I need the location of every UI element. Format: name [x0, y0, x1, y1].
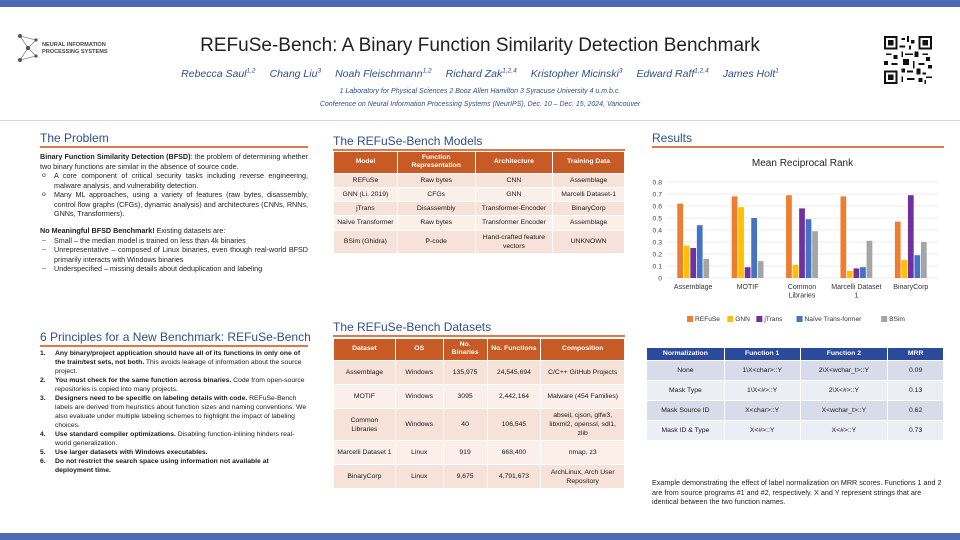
- models-table-row: [334, 216, 625, 230]
- mrr-table-cell: 1\X<char>::Y: [724, 361, 800, 381]
- chart-bar: [860, 267, 866, 278]
- author-name: Edward Raff: [636, 67, 695, 80]
- datasets-table-cell: 24,545,694: [487, 360, 541, 384]
- principles-heading-underline: [40, 345, 308, 347]
- datasets-table-column-header: No. Functions: [487, 339, 541, 361]
- datasets-table-row: [334, 384, 625, 408]
- dataset-issue-list: [40, 236, 308, 274]
- chart-bar: [901, 260, 907, 278]
- datasets-table-cell: Windows: [395, 360, 443, 384]
- chart-bar: [793, 265, 799, 278]
- author: [181, 68, 255, 80]
- datasets-table-row: [334, 360, 625, 384]
- author: [636, 68, 708, 80]
- datasets-table-cell: 668,400: [487, 441, 541, 465]
- datasets-heading: The REFuSe-Bench Datasets: [333, 320, 492, 334]
- mrr-table-column-header: Function 1: [724, 348, 800, 361]
- x-category-label: [737, 284, 759, 291]
- author-affiliation-marks: 1,2,4: [502, 67, 517, 74]
- x-category-label: [674, 284, 713, 291]
- author-list: [0, 67, 960, 80]
- models-table-cell: Marcelli Dataset-1: [553, 188, 625, 202]
- mrr-table-cell: 0.09: [888, 361, 944, 381]
- mrr-table-cell: 0.62: [888, 401, 944, 421]
- svg-text:NEURAL INFORMATION: NEURAL INFORMATION: [42, 42, 106, 48]
- principle-number: 2.: [40, 376, 46, 384]
- chart-bar: [758, 261, 764, 278]
- problem-bullet: o A core component of critical security tasks including reverse engineering, malware analysis, and vulnerability detection.: [40, 171, 308, 190]
- mrr-table-cell: X<#>::Y: [724, 421, 800, 441]
- legend-swatch: [687, 316, 693, 322]
- datasets-table-column-header: No. Binaries: [443, 339, 487, 361]
- author: [335, 68, 432, 80]
- chart-bar: [684, 246, 690, 278]
- chart-bar: [799, 208, 805, 278]
- author-affiliation-marks: 1,2: [422, 67, 432, 74]
- bfsd-definition: : the problem of determining whether two binary functions are similar in the absence of source code.: [40, 152, 309, 171]
- models-table-cell: CFGs: [397, 188, 475, 202]
- datasets-table-cell: 3095: [443, 384, 487, 408]
- datasets-table-column-header: OS: [395, 339, 443, 361]
- legend-label: GNN: [735, 316, 750, 323]
- results-heading: Results: [652, 131, 693, 145]
- datasets-table-cell: 40: [443, 408, 487, 441]
- principle-detail: Disabling function-inlining hinders real-world generalization.: [55, 430, 295, 447]
- models-table: [333, 151, 625, 254]
- author: [723, 68, 779, 80]
- mrr-table-cell: 0.13: [888, 381, 944, 401]
- x-category-label-line: Common: [787, 284, 817, 291]
- models-table-column-header: Training Data: [553, 152, 625, 174]
- mrr-table-cell: Mask Source ID: [647, 401, 725, 421]
- models-table-row: [334, 188, 625, 202]
- mrr-table-cell: 2\X<#>::Y: [800, 381, 888, 401]
- legend-label: Naïve Trans-former: [804, 316, 862, 323]
- models-table-cell: BSim (Ghidra): [334, 230, 398, 253]
- models-table-cell: Hand-crafted feature vectors: [475, 230, 553, 253]
- principle-text: [55, 431, 308, 449]
- principle-item: [40, 350, 308, 376]
- mrr-table-column-header: MRR: [888, 348, 944, 361]
- mrr-table-cell: X<#>::Y: [800, 421, 888, 441]
- mrr-table-cell: Mask Type: [647, 381, 725, 401]
- author-name: Kristopher Micinski: [530, 67, 619, 80]
- chart-bar: [854, 268, 860, 278]
- mrr-table-cell: None: [647, 361, 725, 381]
- models-table-cell: Raw bytes: [397, 216, 475, 230]
- chart-bar: [703, 259, 709, 278]
- datasets-table-cell: 919: [443, 441, 487, 465]
- models-table-column-header: Model: [334, 152, 398, 174]
- datasets-table-column-header: Composition: [541, 339, 625, 361]
- x-category-label: [831, 284, 881, 300]
- datasets-table-cell: 4,791,673: [487, 465, 541, 489]
- datasets-table-cell: 106,545: [487, 408, 541, 441]
- principle-text: [55, 377, 308, 395]
- principles-list: [40, 350, 308, 477]
- author-name: James Holt: [722, 67, 776, 80]
- models-table-row: [334, 173, 625, 187]
- author: [446, 68, 517, 80]
- principle-text: [55, 350, 308, 376]
- principle-detail: This avoids leakage of information about the source project.: [55, 358, 302, 375]
- mrr-table-cell: 2\X<wchar_t>::Y: [800, 361, 888, 381]
- principle-bold: Any binary/project application should have all of its functions in only one of the train/test sets, not both.: [55, 350, 301, 366]
- chart-bar: [745, 267, 751, 278]
- problem-body: [40, 152, 308, 274]
- x-category-label-line: 1: [854, 292, 859, 300]
- chart-bar: [697, 225, 703, 278]
- author-affiliation-marks: 1,2: [246, 67, 256, 74]
- principle-item: [40, 395, 308, 430]
- mrr-bar-chart: [640, 146, 945, 336]
- principle-bold: Use larger datasets with Windows executables.: [55, 449, 208, 457]
- benchmark-claim: No Meaningful BFSD Benchmark!: [40, 226, 155, 236]
- x-category-label-line: Marcelli Dataset: [831, 284, 882, 291]
- problem-bullet: o Many ML approaches, using a variety of features (raw bytes, disassembly, control flow graphs (CFGs), dynamic analysis) and architectures (CNNs, RNNs, GNNs, Transformers).: [40, 190, 308, 219]
- datasets-table-cell: 2,442,164: [487, 384, 541, 408]
- models-table-cell: Raw bytes: [397, 173, 475, 187]
- legend-swatch: [881, 316, 887, 322]
- models-table-cell: P-code: [397, 230, 475, 253]
- principle-item: [40, 458, 308, 476]
- chart-bar: [751, 218, 757, 278]
- author: [531, 68, 623, 80]
- y-tick-label: 0.5: [652, 215, 662, 223]
- dataset-issue-bullet: – Underspecified – missing details about deduplication and labeling: [40, 264, 308, 274]
- affiliations: 1 Laboratory for Physical Sciences 2 Booz Allen Hamilton 3 Syracuse University 4 u.m.b.c.: [339, 88, 621, 95]
- models-table-cell: jTrans: [334, 202, 398, 216]
- principle-number: 3.: [40, 395, 46, 403]
- models-table-cell: GNN (Li. 2019): [334, 188, 398, 202]
- principle-bold: Use standard compiler optimizations.: [55, 430, 176, 438]
- principle-number: 6.: [40, 458, 46, 466]
- y-tick-label: 0.2: [652, 251, 662, 259]
- principle-bold: Do not restrict the search space using information not available at deployment time.: [55, 458, 269, 475]
- bottom-accent-band: [0, 533, 960, 540]
- datasets-table-cell: 135,975: [443, 360, 487, 384]
- chart-bar: [677, 204, 683, 278]
- chart-bar: [786, 195, 792, 278]
- author-name: Chang Liu: [269, 67, 318, 80]
- models-table-cell: Transformer Encoder: [475, 216, 553, 230]
- models-table-cell: Assemblage: [553, 216, 625, 230]
- svg-text:PROCESSING SYSTEMS: PROCESSING SYSTEMS: [42, 49, 108, 55]
- x-category-label-line: MOTIF: [736, 284, 759, 291]
- author-name: Richard Zak: [445, 67, 503, 80]
- datasets-heading-underline: [333, 335, 625, 337]
- principle-number: 5.: [40, 449, 46, 457]
- chart-bar: [921, 242, 927, 278]
- mrr-table-cell: 1\X<#>::Y: [724, 381, 800, 401]
- chart-bar: [690, 248, 696, 278]
- mrr-table-column-header: Function 2: [800, 348, 888, 361]
- top-accent-band: [0, 0, 960, 7]
- legend-swatch: [727, 316, 733, 322]
- datasets-table-cell: Linux: [395, 465, 443, 489]
- mrr-table-caption: Example demonstrating the effect of label normalization on MRR scores. Functions 1 and 2 are from source programs #1 and #2, respectively. X and Y represent strings that are identical between the two function names.: [652, 478, 942, 507]
- chart-bar: [738, 207, 744, 278]
- x-category-label-line: Assemblage: [673, 284, 713, 291]
- author-affiliation-marks: 3: [317, 67, 322, 74]
- venue-line: Conference on Neural Information Processing Systems (NeurIPS), Dec. 10 – Dec. 15, 2024, Vancouver: [319, 101, 641, 108]
- datasets-table-cell: Linux: [395, 441, 443, 465]
- principle-detail: REFuSe-Bench labels are derived from heuristics about function sizes and naming conventions. We also evaluate under multiple labeling schemes to highlight the impact of labeling choices.: [55, 395, 307, 429]
- x-category-label-line: BinaryCorp: [893, 284, 929, 291]
- datasets-table-cell: nmap, z3: [541, 441, 625, 465]
- y-tick-label: 0.1: [652, 263, 662, 271]
- datasets-table: [333, 338, 625, 489]
- mrr-table-cell: 0.73: [888, 421, 944, 441]
- datasets-table-row: [334, 408, 625, 441]
- y-tick-label: 0.4: [652, 227, 662, 235]
- author-affiliation-marks: 1: [775, 67, 779, 74]
- datasets-table-cell: Marcelli Dataset 1: [334, 441, 396, 465]
- models-heading: The REFuSe-Bench Models: [333, 134, 483, 148]
- author: [270, 68, 322, 80]
- y-tick-label: 0.8: [652, 179, 662, 187]
- y-tick-label: 0: [658, 275, 662, 283]
- datasets-table-row: [334, 465, 625, 489]
- principle-detail: Code from open-source repositories is copied into many projects.: [55, 376, 305, 393]
- models-table-cell: Disassembly: [397, 202, 475, 216]
- normalization-mrr-table: [646, 347, 944, 441]
- legend-label: jTrans: [764, 316, 783, 323]
- datasets-table-cell: Common Libraries: [334, 408, 396, 441]
- datasets-table-cell: C/C++ GitHub Projects: [541, 360, 625, 384]
- legend-label: BSim: [889, 316, 905, 323]
- datasets-table-row: [334, 441, 625, 465]
- models-table-cell: REFuSe: [334, 173, 398, 187]
- mrr-table-cell: X<char>::Y: [724, 401, 800, 421]
- datasets-table-cell: 9,675: [443, 465, 487, 489]
- mrr-table-row: [647, 401, 944, 421]
- author-name: Noah Fleischmann: [335, 67, 423, 80]
- datasets-table-cell: MOTIF: [334, 384, 396, 408]
- models-table-cell: Naïve Transformer: [334, 216, 398, 230]
- datasets-table-cell: abseil, cjson, glfw3, libxml2, openssl, sdl1, zlib: [541, 408, 625, 441]
- problem-bullet-list: [40, 171, 308, 219]
- author-affiliation-marks: 3: [618, 67, 623, 74]
- models-table-cell: CNN: [475, 173, 553, 187]
- x-category-label: [788, 284, 817, 300]
- chart-bar: [867, 241, 873, 278]
- principle-item: [40, 449, 308, 458]
- chart-bar: [847, 271, 853, 278]
- problem-heading-underline: [40, 146, 308, 148]
- models-table-cell: UNKNOWN: [553, 230, 625, 253]
- mrr-table-row: [647, 381, 944, 401]
- chart-bar: [895, 222, 901, 278]
- mrr-table-cell: Mask ID & Type: [647, 421, 725, 441]
- author-name: Rebecca Saul: [181, 67, 247, 80]
- legend-swatch: [756, 316, 762, 322]
- models-table-cell: GNN: [475, 188, 553, 202]
- mrr-table-column-header: Normalization: [647, 348, 725, 361]
- datasets-table-cell: Windows: [395, 408, 443, 441]
- y-tick-label: 0.6: [652, 203, 662, 211]
- bfsd-term: Binary Function Similarity Detection (BFSD): [40, 152, 191, 161]
- x-category-label-line: Libraries: [788, 292, 816, 300]
- x-category-label: [893, 284, 928, 291]
- principle-item: [40, 431, 308, 449]
- models-table-cell: BinaryCorp: [553, 202, 625, 216]
- principle-item: [40, 377, 308, 395]
- models-table-column-header: Function Representation: [397, 152, 475, 174]
- chart-bar: [812, 231, 818, 278]
- y-tick-label: 0.7: [652, 191, 662, 199]
- principle-text: [55, 449, 208, 458]
- datasets-table-cell: Malware (454 Families): [541, 384, 625, 408]
- datasets-table-cell: ArchLinux, Arch User Repository: [541, 465, 625, 489]
- legend-label: REFuSe: [695, 316, 720, 323]
- y-tick-label: 0.3: [652, 239, 662, 247]
- principle-text: [55, 458, 308, 476]
- principle-bold: You must check for the same function across binaries.: [55, 376, 232, 384]
- chart-bar: [914, 255, 920, 278]
- legend-swatch: [797, 316, 803, 322]
- chart-title: Mean Reciprocal Rank: [751, 158, 854, 169]
- models-table-cell: Transformer-Encoder: [475, 202, 553, 216]
- mrr-table-row: [647, 361, 944, 381]
- principle-bold: Designers need to be specific on labeling details with code.: [55, 395, 248, 403]
- chart-bar: [806, 219, 812, 278]
- principle-number: 4.: [40, 430, 46, 438]
- dataset-issue-bullet: – Small – the median model is trained on less than 4k binaries: [40, 236, 308, 246]
- models-table-row: [334, 230, 625, 253]
- models-table-column-header: Architecture: [475, 152, 553, 174]
- datasets-table-cell: Windows: [395, 384, 443, 408]
- principles-heading: 6 Principles for a New Benchmark: REFuSe-Bench: [40, 330, 311, 344]
- principle-text: [55, 395, 308, 430]
- chart-bar: [732, 196, 738, 278]
- principle-number: 1.: [40, 350, 46, 357]
- poster-title: REFuSe-Bench: A Binary Function Similarity Detection Benchmark: [200, 35, 760, 56]
- chart-bar: [840, 196, 846, 278]
- chart-bar: [908, 195, 914, 278]
- datasets-table-cell: BinaryCorp: [334, 465, 396, 489]
- models-table-cell: Assemblage: [553, 173, 625, 187]
- mrr-table-cell: X<wchar_t>::Y: [800, 401, 888, 421]
- author-affiliation-marks: 1,2,4: [694, 67, 709, 74]
- dataset-issue-bullet: – Unrepresentative – composed of Linux binaries, even though real-world BFSD primarily interacts with Windows binaries: [40, 245, 308, 264]
- datasets-table-column-header: Dataset: [334, 339, 396, 361]
- mrr-table-row: [647, 421, 944, 441]
- problem-heading: The Problem: [40, 131, 109, 145]
- datasets-table-cell: Assemblage: [334, 360, 396, 384]
- benchmark-claim-rest: Existing datasets are:: [154, 226, 226, 236]
- header-divider: [0, 120, 960, 121]
- models-table-row: [334, 202, 625, 216]
